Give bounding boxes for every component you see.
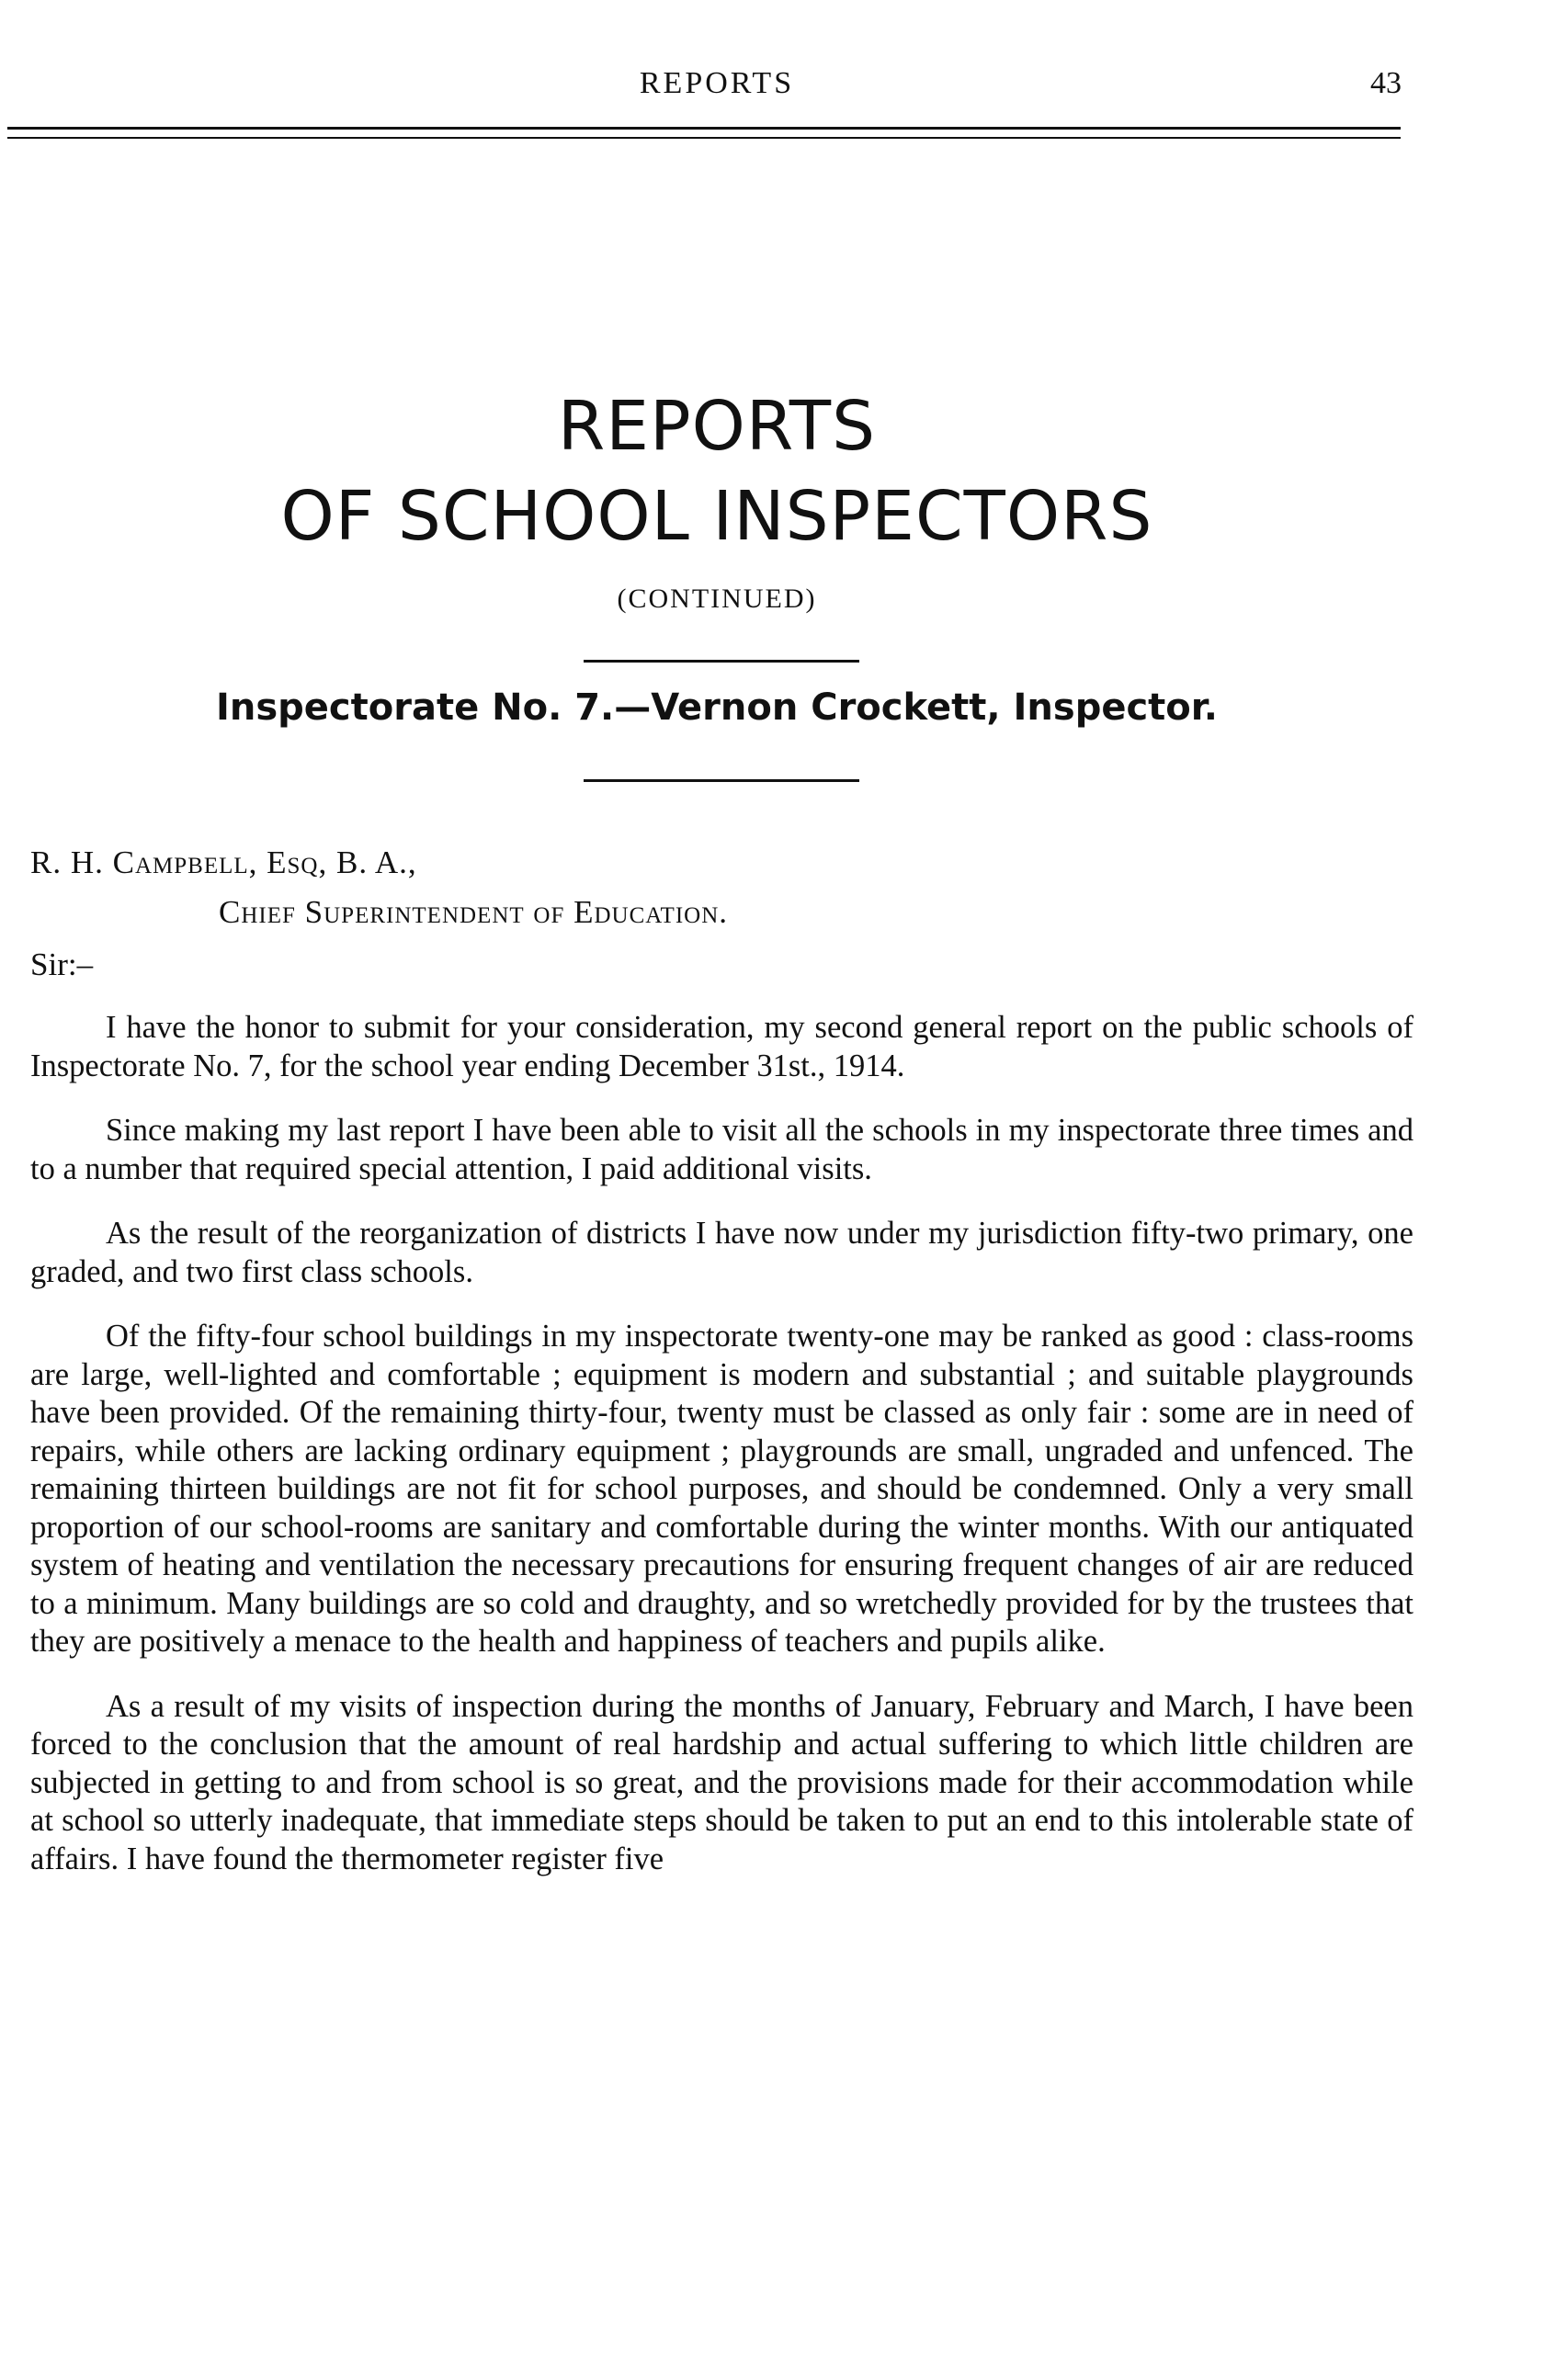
title-line-1: REPORTS [557,387,877,466]
continued-label: (CONTINUED) [617,584,817,614]
report-body [30,1009,1413,1905]
section-heading: Inspectorate No. 7.—Vernon Crockett, Inspector. [216,686,1218,729]
paragraph: Since making my last report I have been able to visit all the schools in my inspectorate three times and to a number that required special attention, I paid additional visits. [30,1113,1413,1186]
page-number: 43 [1370,66,1402,100]
paragraph: As a result of my visits of inspection during the months of January, February and March, I have been forced to the conclusion that the amount of real hardship and actual suffering to which little children are subjected in getting to and from school is so great, and the provisions made for their accommodation while at school so utterly inadequate, that immediate steps should be taken to put an end to this intolerable state of affairs. I have found the thermometer register five [30,1688,1413,1876]
page-title [0,381,1434,561]
header-rule [7,127,1401,139]
divider-top [584,660,859,663]
paragraph: Of the fifty-four school buildings in my inspectorate twenty-one may be ranked as good : class-rooms are large, well-lighted and comfortable ; equipment is modern and substantial ; and suitable playgrounds have been provided. Of the remaining thirty-four, twenty must be classed as only fair : some are in need of repairs, while others are lacking ordinary equipment ; playgrounds are small, ungraded and unfenced. The remaining thirteen buildings are not fit for school purposes, and should be condemned. Only a very small proportion of our school-rooms are sanitary and comfortable during the winter months. With our antiquated system of heating and ventilation the necessary precautions for ensuring frequent changes of air are reduced to a minimum. Many buildings are so cold and draughty, and so wretchedly provided for by the trustees that they are positively a menace to the health and happiness of teachers and pupils alike. [30,1319,1413,1659]
addressee-title: Chief Superintendent of Education. [219,894,729,930]
salutation: Sir:– [30,946,94,982]
addressee-block [30,838,728,937]
running-header [0,66,1544,112]
paragraph: As the result of the reorganization of districts I have now under my jurisdiction fifty-two primary, one graded, and two first class schools. [30,1216,1413,1289]
title-line-2: OF SCHOOL INSPECTORS [280,477,1153,556]
paragraph: I have the honor to submit for your consideration, my second general report on the public schools of Inspectorate No. 7, for the school year ending December 31st., 1914. [30,1010,1413,1083]
addressee-name: R. H. Campbell, Esq, B. A., [30,844,417,880]
running-title: REPORTS [639,66,795,100]
divider-bottom [584,779,859,782]
